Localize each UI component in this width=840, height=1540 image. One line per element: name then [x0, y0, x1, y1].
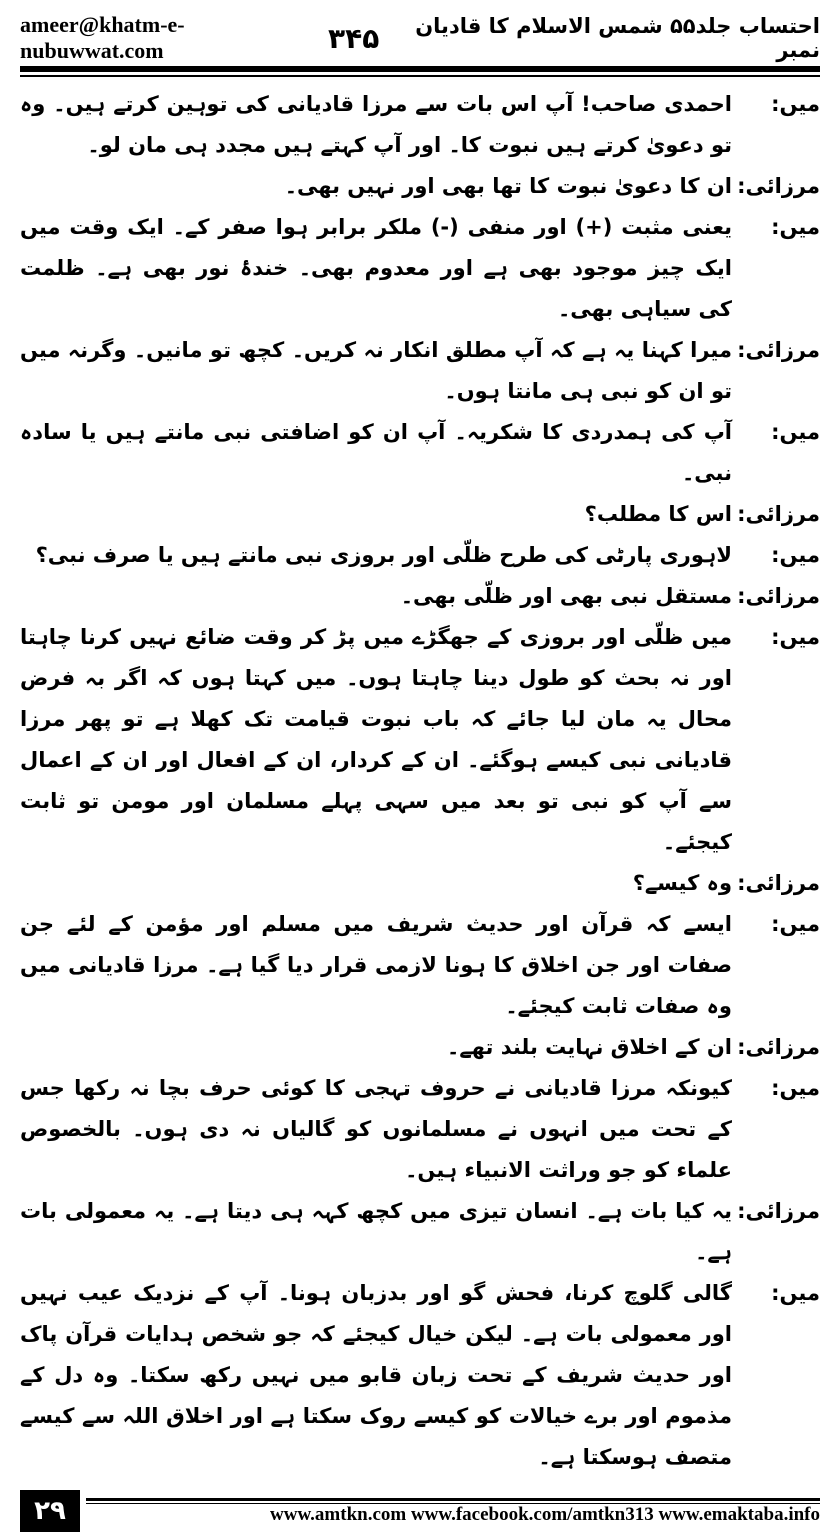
header-rule-thick	[20, 66, 820, 72]
dialogue-entry	[20, 535, 820, 576]
dialogue-text: آپ کی ہمدردی کا شکریہ۔ آپ ان کو اضافتی نبی مانتے ہیں یا سادہ نبی۔	[20, 420, 732, 485]
dialogue-entry	[20, 166, 820, 207]
speaker-label: میں:	[771, 420, 820, 444]
header-page-number: ۳۴۵	[328, 21, 380, 55]
dialogue-entry	[20, 494, 820, 535]
header-rule-thin	[20, 75, 820, 77]
speaker-label: میں:	[771, 1076, 820, 1100]
dialogue-entry	[20, 330, 820, 412]
dialogue-text: اس کا مطلب؟	[584, 502, 732, 526]
dialogue-entry	[20, 1273, 820, 1478]
dialogue-entry	[20, 207, 820, 330]
dialogue-entry	[20, 863, 820, 904]
header-title: احتساب جلد۵۵ شمس الاسلام کا قادیان نمبر	[415, 14, 820, 62]
footer-page-number: ۲۹	[20, 1490, 80, 1532]
header-left	[20, 12, 379, 64]
speaker-label: مرزائی:	[737, 871, 820, 895]
speaker-label: مرزائی:	[737, 1199, 820, 1223]
dialogue-text: میرا کہنا یہ ہے کہ آپ مطلق انکار نہ کریں۔ کچھ تو مانیں۔ وگرنہ میں تو ان کو نبی ہی مانتا ہوں۔	[20, 338, 732, 403]
speaker-label: میں:	[771, 92, 820, 116]
dialogue-text: مستقل نبی بھی اور ظلّی بھی۔	[400, 584, 732, 608]
header-email[interactable]: ameer@khatm-e-nubuwwat.com	[20, 12, 185, 63]
speaker-label: مرزائی:	[737, 174, 820, 198]
dialogue-text: میں ظلّی اور بروزی کے جھگڑے میں پڑ کر وقت ضائع نہیں کرنا چاہتا اور نہ بحث کو طول دینا چاہتا ہوں۔ میں کہتا ہوں کہ اگر بہ فرض محال یہ مان لیا جائے کہ باب نبوت قیامت تک کھلا ہے تو پھر مرزا قادیانی نبی کیسے ہوگئے۔ ان کے کردار، ان کے افعال اور ان کے اعمال سے آپ کو نبی تو بعد میں سہی پہلے مسلمان اور مومن تو ثابت کیجئے۔	[20, 625, 732, 854]
dialogue-text: ایسے کہ قرآن اور حدیث شریف میں مسلم اور مؤمن کے لئے جن صفات اور جن اخلاق کا ہونا لازمی قرار دیا گیا ہے۔ مرزا قادیانی میں وہ صفات ثابت کیجئے۔	[20, 912, 732, 1018]
dialogue-entry	[20, 1027, 820, 1068]
footer-links-area	[80, 1490, 820, 1532]
dialogue-entry	[20, 576, 820, 617]
page-header	[20, 12, 820, 64]
speaker-label: مرزائی:	[737, 338, 820, 362]
dialogue-text: احمدی صاحب! آپ اس بات سے مرزا قادیانی کی توہین کرتے ہیں۔ وہ تو دعویٰ کرتے ہیں نبوت کا۔ اور آپ کہتے ہیں مجدد ہی مان لو۔	[20, 92, 732, 157]
dialogue-entry	[20, 1191, 820, 1273]
dialogue-text: کیونکہ مرزا قادیانی نے حروف تہجی کا کوئی حرف بچا نہ رکھا جس کے تحت میں انہوں نے مسلمانوں کو گالیاں نہ دی ہوں۔ بالخصوص علماء کو جو وراثت الانبیاء ہیں۔	[20, 1076, 732, 1182]
dialogue-text: ان کے اخلاق نہایت بلند تھے۔	[447, 1035, 732, 1059]
dialogue-text: یعنی مثبت (+) اور منفی (-) ملکر برابر ہوا صفر کے۔ ایک وقت میں ایک چیز موجود بھی ہے اور معدوم بھی۔ خندۂ نور بھی ہے۔ ظلمت کی سیاہی بھی۔	[20, 215, 732, 321]
speaker-label: میں:	[771, 625, 820, 649]
dialogue-entry	[20, 617, 820, 863]
speaker-label: میں:	[771, 543, 820, 567]
dialogue-text: گالی گلوچ کرنا، فحش گو اور بدزبان ہونا۔ آپ کے نزدیک عیب نہیں اور معمولی بات ہے۔ لیکن خیال کیجئے کہ جو شخص ہدایات قرآن پاک اور حدیث شریف کے تحت زبان قابو میں نہیں رکھ سکتا۔ وہ دل کے مذموم اور برے خیالات کو کیسے روک سکتا ہے اور اخلاق اللہ سے کیسے متصف ہوسکتا ہے۔	[20, 1281, 732, 1469]
speaker-label: میں:	[771, 912, 820, 936]
dialogue-text: لاہوری پارٹی کی طرح ظلّی اور بروزی نبی مانتے ہیں یا صرف نبی؟	[35, 543, 732, 567]
dialogue-body	[20, 84, 820, 1478]
dialogue-entry	[20, 1068, 820, 1191]
footer-links[interactable]: www.amtkn.com www.facebook.com/amtkn313 www.emaktaba.info	[270, 1504, 820, 1525]
dialogue-entry	[20, 412, 820, 494]
speaker-label: مرزائی:	[737, 502, 820, 526]
page-footer	[20, 1490, 820, 1532]
footer-rule-thick	[86, 1498, 820, 1501]
dialogue-text: وہ کیسے؟	[632, 871, 732, 895]
speaker-label: میں:	[771, 1281, 820, 1305]
speaker-label: میں:	[771, 215, 820, 239]
speaker-label: مرزائی:	[737, 1035, 820, 1059]
dialogue-text: ان کا دعویٰ نبوت کا تھا بھی اور نہیں بھی۔	[284, 174, 732, 198]
dialogue-entry	[20, 84, 820, 166]
speaker-label: مرزائی:	[737, 584, 820, 608]
dialogue-text: یہ کیا بات ہے۔ انسان تیزی میں کچھ کہہ ہی دیتا ہے۔ یہ معمولی بات ہے۔	[20, 1199, 732, 1264]
dialogue-entry	[20, 904, 820, 1027]
